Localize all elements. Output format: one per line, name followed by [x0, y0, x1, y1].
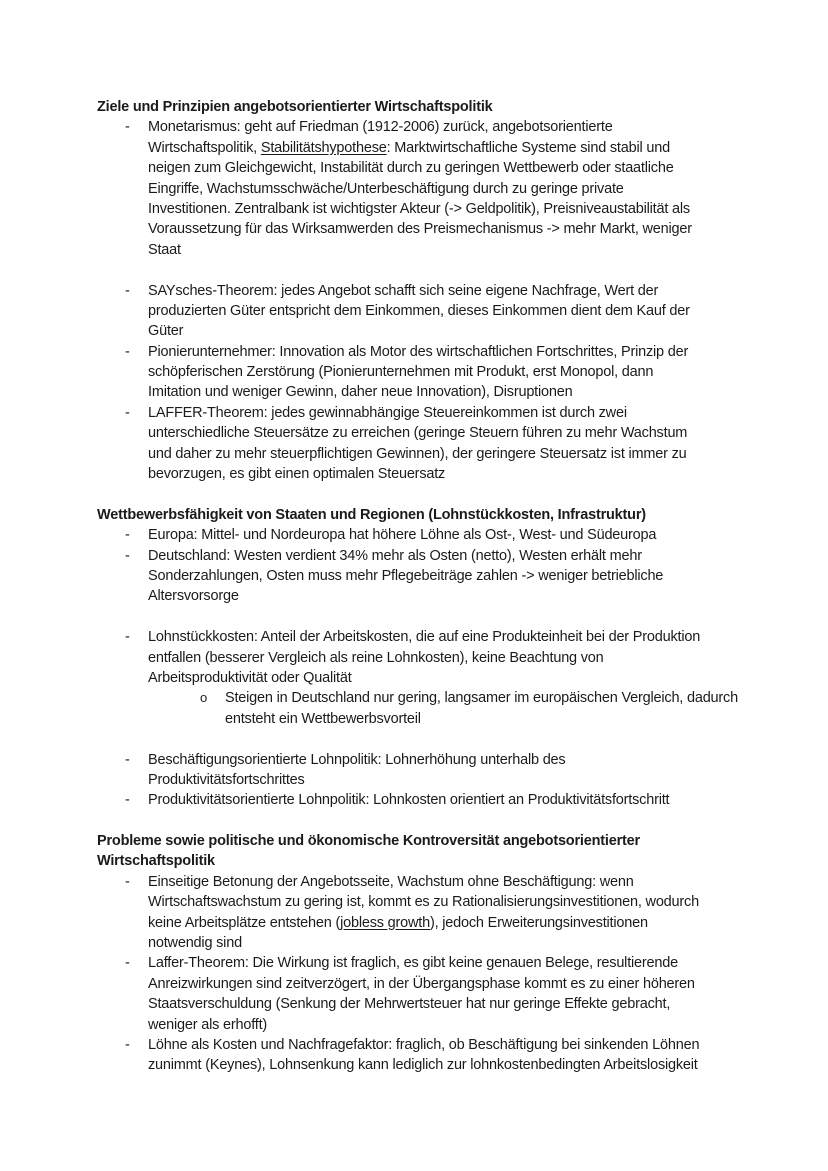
bullet-line: Staat: [148, 241, 181, 258]
heading-line: Probleme sowie politische und ökonomische Kontroversität angebotsorientierter: [97, 833, 640, 850]
circle-bullet-marker: o: [200, 690, 208, 706]
bullet-lines: [148, 1035, 757, 1076]
bullet-line: Monetarismus: geht auf Friedman (1912-2006) zurück, angebotsorientierte: [148, 119, 613, 136]
bullet-line: Steigen in Deutschland nur gering, langsamer im europäischen Vergleich, dadurch: [225, 690, 738, 707]
bullet-line: Europa: Mittel- und Nordeuropa hat höhere Löhne als Ost-, West- und Südeuropa: [148, 527, 657, 544]
bullet-line: Beschäftigungsorientierte Lohnpolitik: Lohnerhöhung unterhalb des: [148, 751, 566, 768]
bullet-lines: [148, 750, 757, 791]
bullet-lines: [148, 953, 757, 1035]
dash-bullet-marker: -: [125, 955, 130, 972]
bullet-line: LAFFER-Theorem: jedes gewinnabhängige Steuereinkommen ist durch zwei: [148, 404, 627, 421]
bullet-line: entfallen (besserer Vergleich als reine Lohnkosten), keine Beachtung von: [148, 649, 604, 666]
bullet-line: zunimmt (Keynes), Lohnsenkung kann lediglich zur lohnkostenbedingten Arbeitslosigkeit: [148, 1057, 698, 1074]
paragraph-spacer: [97, 260, 757, 280]
dash-bullet-marker: -: [125, 1036, 130, 1053]
bullet-line: Arbeitsproduktivität oder Qualität: [148, 669, 352, 686]
dash-bullet-marker: -: [125, 119, 130, 136]
heading-line: Wettbewerbsfähigkeit von Staaten und Regionen (Lohnstückkosten, Infrastruktur): [97, 506, 646, 523]
bullet-line: Voraussetzung für das Wirksamwerden des Preismechanismus -> mehr Markt, weniger: [148, 221, 692, 238]
heading-line: Wirtschaftspolitik: [97, 853, 215, 870]
bullet-line: bevorzugen, es gibt einen optimalen Steuersatz: [148, 466, 446, 483]
bullet-line: Laffer-Theorem: Die Wirkung ist fraglich, es gibt keine genauen Belege, resultierende: [148, 955, 678, 972]
bullet-line: Produktivitätsorientierte Lohnpolitik: Lohnkosten orientiert an Produktivitätsfortschritt: [148, 792, 670, 809]
bullet-item: [97, 117, 757, 260]
section: [97, 831, 757, 1076]
bullet-lines: [148, 281, 757, 342]
paragraph-spacer: [97, 729, 757, 749]
bullet-line: Lohnstückkosten: Anteil der Arbeitskosten, die auf eine Produkteinheit bei der Produktion: [148, 629, 701, 646]
bullet-line: entsteht ein Wettbewerbsvorteil: [225, 710, 421, 727]
text-segment: keine Arbeitsplätze entstehen (: [148, 914, 341, 931]
bullet-lines: [148, 627, 757, 688]
section-heading: [97, 831, 757, 872]
text-segment: : Marktwirtschaftliche Systeme sind stabil und: [386, 139, 670, 156]
section-spacer: [97, 811, 757, 831]
section: [97, 97, 757, 484]
bullet-line: Eingriffe, Wachstumsschwäche/Unterbeschäftigung durch zu geringe private: [148, 180, 624, 197]
bullet-lines: [148, 546, 757, 607]
text-segment: Wirtschaftspolitik,: [148, 139, 261, 156]
bullet-line: [148, 138, 757, 158]
bullet-line: notwendig sind: [148, 935, 242, 952]
dash-bullet-marker: -: [125, 751, 130, 768]
bullet-item: [97, 525, 757, 545]
dash-bullet-marker: -: [125, 629, 130, 646]
bullet-lines: [148, 403, 757, 485]
bullet-item: [97, 953, 757, 1035]
bullet-line: Altersvorsorge: [148, 588, 239, 605]
section-heading: [97, 97, 757, 117]
bullet-line: produzierten Güter entspricht dem Einkommen, dieses Einkommen dient dem Kauf der: [148, 302, 690, 319]
bullet-line: Wirtschaftswachstum zu gering ist, kommt es zu Rationalisierungsinvestitionen, wodurch: [148, 894, 699, 911]
bullet-line: Deutschland: Westen verdient 34% mehr als Osten (netto), Westen erhält mehr: [148, 547, 642, 564]
bullet-line: Pionierunternehmer: Innovation als Motor des wirtschaftlichen Fortschrittes, Prinzip der: [148, 343, 689, 360]
bullet-line: Imitation und weniger Gewinn, daher neue Innovation), Disruptionen: [148, 384, 573, 401]
dash-bullet-marker: -: [125, 527, 130, 544]
bullet-item: [97, 342, 757, 403]
bullet-lines: [148, 872, 757, 954]
section-heading: [97, 505, 757, 525]
dash-bullet-marker: -: [125, 547, 130, 564]
text-segment: ), jedoch Erweiterungsinvestitionen: [429, 914, 648, 931]
paragraph-spacer: [97, 607, 757, 627]
bullet-line: Löhne als Kosten und Nachfragefaktor: fraglich, ob Beschäftigung bei sinkenden Löhnen: [148, 1036, 700, 1053]
underlined-term: jobless growth: [340, 914, 430, 931]
bullet-item: [97, 1035, 757, 1076]
bullet-line: Güter: [148, 323, 184, 340]
bullet-item: [97, 281, 757, 342]
bullet-line: und daher zu mehr steuerpflichtigen Gewinnen), der geringere Steuersatz ist immer zu: [148, 445, 687, 462]
bullet-item: [97, 546, 757, 607]
bullet-line: weniger als erhofft): [148, 1016, 268, 1033]
bullet-item: [97, 790, 757, 810]
bullet-lines: [225, 688, 757, 729]
bullet-line: Staatsverschuldung (Senkung der Mehrwertsteuer hat nur geringe Effekte gebracht,: [148, 996, 671, 1013]
bullet-item: [97, 627, 757, 688]
section: [97, 505, 757, 811]
bullet-line: Anreizwirkungen sind zeitverzögert, in der Übergangsphase kommt es zu einer höheren: [148, 975, 695, 992]
dash-bullet-marker: -: [125, 282, 130, 299]
dash-bullet-marker: -: [125, 792, 130, 809]
bullet-lines: [148, 342, 757, 403]
dash-bullet-marker: -: [125, 404, 130, 421]
bullet-item: [97, 872, 757, 954]
bullet-line: [148, 913, 757, 933]
dash-bullet-marker: -: [125, 873, 130, 890]
bullet-lines: [148, 790, 757, 810]
dash-bullet-marker: -: [125, 343, 130, 360]
bullet-line: Produktivitätsfortschrittes: [148, 771, 305, 788]
bullet-line: SAYsches-Theorem: jedes Angebot schafft sich seine eigene Nachfrage, Wert der: [148, 282, 659, 299]
bullet-lines: [148, 117, 757, 260]
underlined-term: Stabilitätshypothese: [260, 139, 387, 156]
bullet-item: [97, 403, 757, 485]
bullet-item: [97, 688, 757, 729]
bullet-lines: [148, 525, 757, 545]
heading-line: Ziele und Prinzipien angebotsorientierter Wirtschaftspolitik: [97, 99, 493, 115]
document-content: [97, 97, 757, 1076]
bullet-line: Investitionen. Zentralbank ist wichtigster Akteur (-> Geldpolitik), Preisniveaustabilität als: [148, 200, 690, 217]
section-spacer: [97, 484, 757, 504]
bullet-line: Einseitige Betonung der Angebotsseite, Wachstum ohne Beschäftigung: wenn: [148, 873, 634, 890]
bullet-line: Sonderzahlungen, Osten muss mehr Pflegebeiträge zahlen -> weniger betriebliche: [148, 567, 664, 584]
bullet-item: [97, 750, 757, 791]
bullet-line: unterschiedliche Steuersätze zu erreichen (geringe Steuern führen zu mehr Wachstum: [148, 425, 688, 442]
bullet-line: neigen zum Gleichgewicht, Instabilität durch zu geringen Wettbewerb oder staatliche: [148, 160, 674, 177]
bullet-line: schöpferischen Zerstörung (Pionierunternehmen mit Produkt, erst Monopol, dann: [148, 364, 654, 381]
